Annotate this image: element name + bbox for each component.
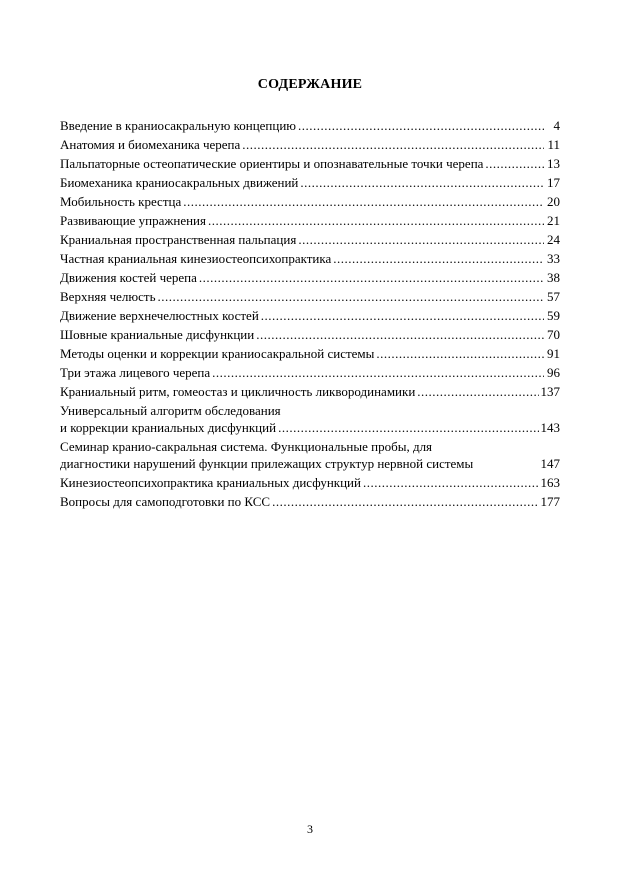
- toc-entry-row: [60, 212, 560, 229]
- dot-leader: [272, 493, 538, 510]
- toc-entry: [60, 438, 560, 472]
- toc-entry: [60, 474, 560, 491]
- toc-entry-page-number: 143: [540, 420, 560, 435]
- toc-entry-title: Верхняя челюсть: [60, 289, 156, 304]
- dot-leader: [199, 269, 544, 286]
- toc-entry-title-line: Семинар кранио-сакральная система. Функциональные пробы, для: [60, 439, 433, 454]
- toc-entry: [60, 383, 560, 400]
- dot-leader: [298, 117, 544, 134]
- toc-entry-title: Вопросы для самоподготовки по КСС: [60, 494, 271, 509]
- toc-entry: [60, 174, 560, 191]
- toc-entry-row: [60, 326, 560, 343]
- toc-entry-row: [60, 455, 560, 472]
- dot-leader: [278, 419, 538, 436]
- toc-entry: [60, 269, 560, 286]
- dot-leader: [256, 326, 544, 343]
- toc-entry: [60, 364, 560, 381]
- toc-entry-page-number: 38: [547, 270, 560, 285]
- toc-entry-title: диагностики нарушений функции прилежащих структур нервной системы: [60, 456, 474, 471]
- toc-entry-page-number: 137: [540, 384, 560, 399]
- toc-entry-page-number: 91: [547, 346, 560, 361]
- dot-leader: [300, 174, 544, 191]
- toc-entry-title: Шовные краниальные дисфункции: [60, 327, 255, 342]
- toc-entry-row: [60, 493, 560, 510]
- toc-entry-page-number: 24: [547, 232, 560, 247]
- dot-leader: [485, 155, 544, 172]
- toc-entry-page-number: 13: [547, 156, 560, 171]
- dot-leader: [417, 383, 538, 400]
- toc-entry-row: [60, 383, 560, 400]
- toc-entry-title: и коррекции краниальных дисфункций: [60, 420, 277, 435]
- toc-entry-row: [60, 250, 560, 267]
- dot-leader: [298, 231, 544, 248]
- toc-entry: [60, 493, 560, 510]
- toc-entry: [60, 345, 560, 362]
- dot-leader: [376, 345, 544, 362]
- toc-entry: [60, 326, 560, 343]
- toc-entry-row: [60, 307, 560, 324]
- toc-entry-row: [60, 364, 560, 381]
- toc-entry: [60, 155, 560, 172]
- table-of-contents: [60, 117, 560, 512]
- page-number: 3: [307, 822, 313, 836]
- toc-entry-page-number: 33: [547, 251, 560, 266]
- toc-entry-title: Краниальный ритм, гомеостаз и цикличность ликвородинамики: [60, 384, 416, 399]
- toc-entry-row: [60, 288, 560, 305]
- dot-leader: [212, 364, 544, 381]
- toc-entry-row: [60, 193, 560, 210]
- toc-entry-title: Движение верхнечелюстных костей: [60, 308, 259, 323]
- toc-entry-title: Три этажа лицевого черепа: [60, 365, 211, 380]
- toc-entry-title: Развивающие упражнения: [60, 213, 206, 228]
- toc-entry-row: [60, 474, 560, 491]
- toc-entry-row: [60, 155, 560, 172]
- toc-entry-title: Движения костей черепа: [60, 270, 197, 285]
- toc-entry-row: [60, 174, 560, 191]
- toc-entry-title: Пальпаторные остеопатические ориентиры и опознавательные точки черепа: [60, 156, 484, 171]
- toc-entry-page-number: 57: [547, 289, 560, 304]
- toc-entry-page-number: 177: [540, 494, 560, 509]
- toc-entry-title-line: Универсальный алгоритм обследования: [60, 403, 281, 418]
- toc-entry-row: [60, 117, 560, 134]
- toc-entry-page-number: 59: [547, 308, 560, 323]
- toc-entry: [60, 250, 560, 267]
- toc-entry-row: [60, 136, 560, 153]
- toc-entry-title: Анатомия и биомеханика черепа: [60, 137, 241, 152]
- toc-entry-title: Методы оценки и коррекции краниосакральной системы: [60, 346, 375, 361]
- dot-leader: [183, 193, 544, 210]
- toc-entry-title: Введение в краниосакральную концепцию: [60, 118, 297, 133]
- toc-entry-title: Кинезиостеопсихопрактика краниальных дисфункций: [60, 475, 361, 490]
- toc-entry-page-number: 96: [547, 365, 560, 380]
- toc-entry: [60, 307, 560, 324]
- dot-leader: [242, 136, 544, 153]
- toc-entry-page-number: 147: [540, 456, 560, 471]
- toc-entry-page-number: 4: [553, 118, 560, 133]
- page-title: СОДЕРЖАНИЕ: [257, 77, 363, 92]
- dot-leader: [158, 288, 545, 305]
- toc-entry-title: Краниальная пространственная пальпация: [60, 232, 297, 247]
- dot-leader: [208, 212, 544, 229]
- toc-entry-page-number: 17: [547, 175, 560, 190]
- toc-entry: [60, 193, 560, 210]
- toc-entry-page-number: 70: [547, 327, 560, 342]
- toc-entry-title: Частная краниальная кинезиостеопсихопрактика: [60, 251, 332, 266]
- toc-entry-row: [60, 269, 560, 286]
- toc-entry-page-number: 11: [547, 137, 560, 152]
- toc-entry-page-number: 20: [547, 194, 560, 209]
- toc-entry-row: [60, 419, 560, 436]
- dot-leader: [333, 250, 544, 267]
- toc-entry: [60, 231, 560, 248]
- toc-entry-title: Мобильность крестца: [60, 194, 182, 209]
- toc-entry: [60, 117, 560, 134]
- toc-entry: [60, 212, 560, 229]
- dot-leader: [261, 307, 544, 324]
- toc-entry-page-number: 21: [547, 213, 560, 228]
- toc-entry-row: [60, 345, 560, 362]
- dot-leader: [363, 474, 539, 491]
- toc-entry-row: [60, 231, 560, 248]
- toc-entry: [60, 402, 560, 436]
- toc-entry-title: Биомеханика краниосакральных движений: [60, 175, 299, 190]
- toc-entry-page-number: 163: [540, 475, 560, 490]
- toc-entry: [60, 136, 560, 153]
- toc-entry: [60, 288, 560, 305]
